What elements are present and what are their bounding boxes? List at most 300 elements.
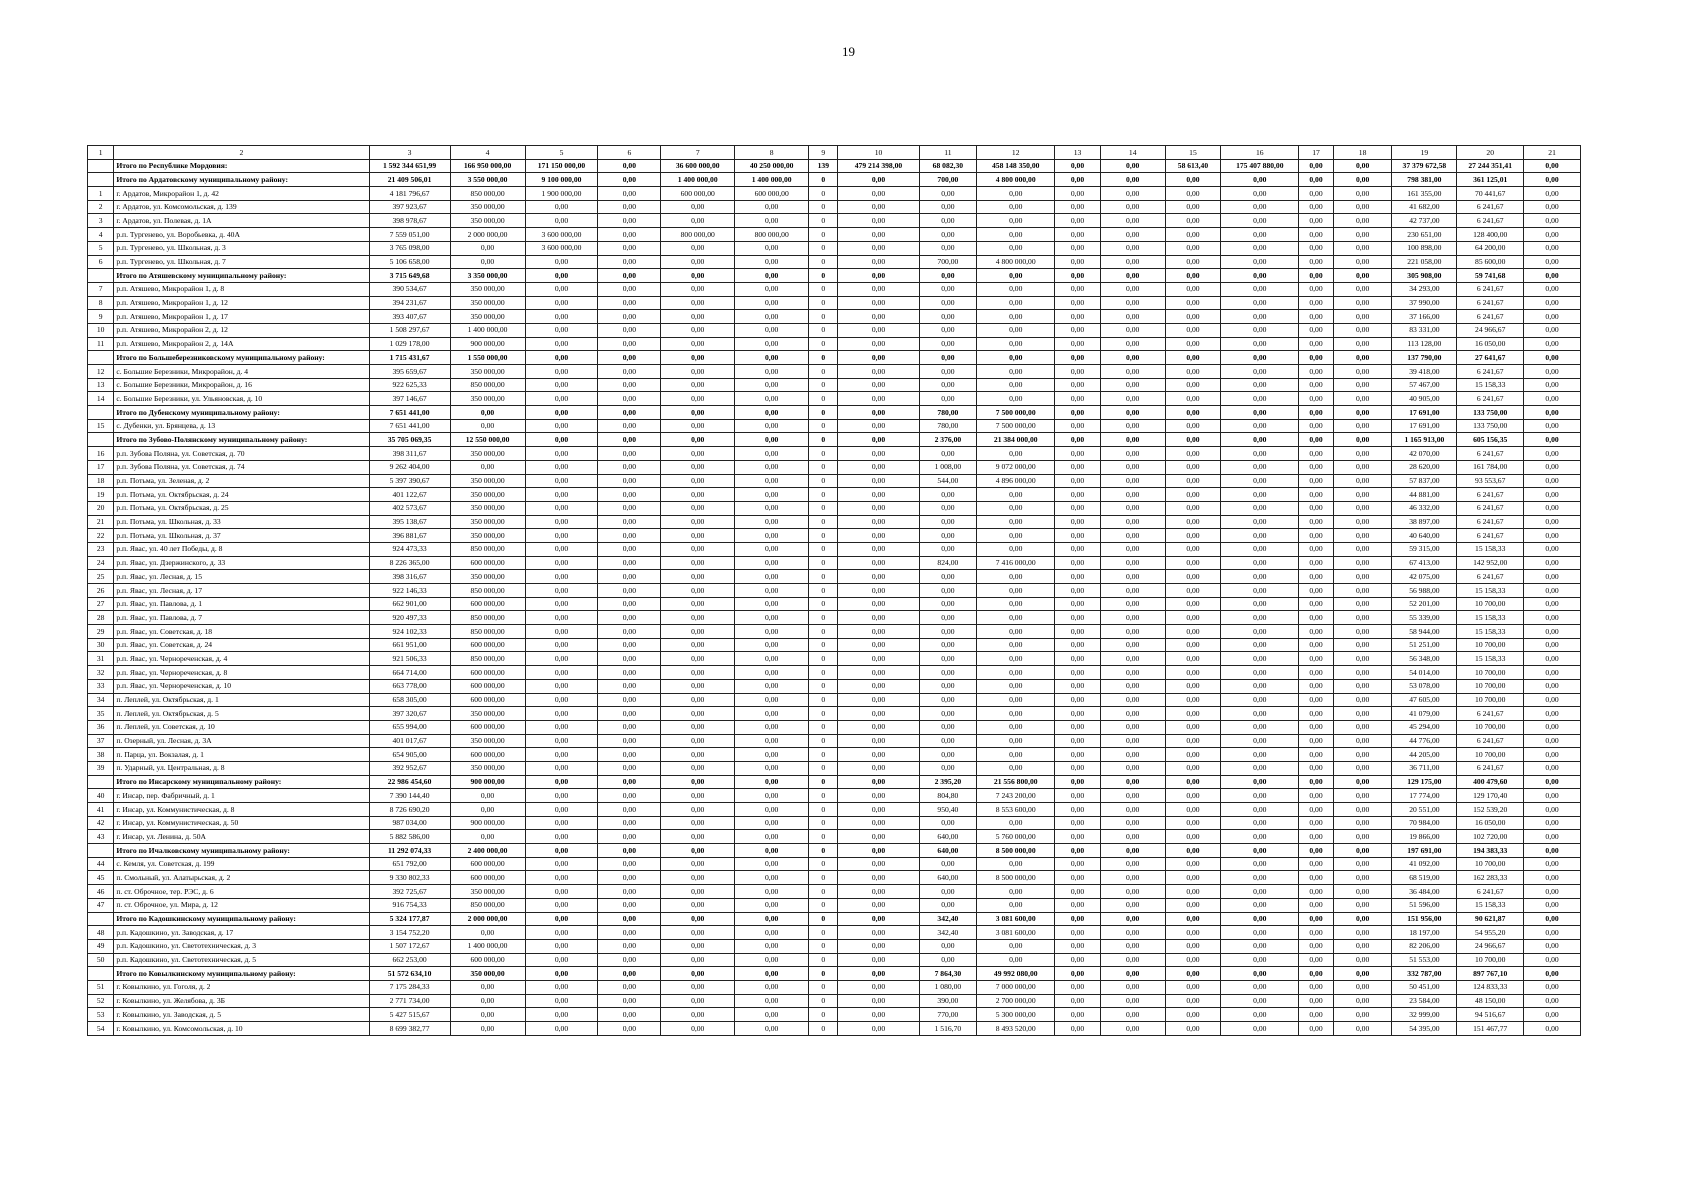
value-cell: 0,00: [1165, 625, 1221, 639]
value-cell: 0,00: [919, 885, 977, 899]
value-cell: 0,00: [661, 269, 735, 283]
value-cell: 0,00: [1524, 597, 1581, 611]
value-cell: 0,00: [735, 693, 809, 707]
value-cell: 0,00: [838, 912, 919, 926]
value-cell: 0,00: [838, 707, 919, 721]
value-cell: 361 125,01: [1457, 173, 1524, 187]
table-row: [88, 296, 1581, 310]
table-row: [88, 734, 1581, 748]
value-cell: 0: [809, 871, 838, 885]
value-cell: 0,00: [1221, 898, 1299, 912]
value-cell: 0,00: [1055, 392, 1101, 406]
value-cell: 0: [809, 460, 838, 474]
value-cell: 0,00: [1333, 734, 1392, 748]
value-cell: 0,00: [919, 228, 977, 242]
table-row: [88, 447, 1581, 461]
address-cell: с. Дубенки, ул. Брянцева, д. 13: [114, 419, 369, 433]
value-cell: 0,00: [838, 392, 919, 406]
value-cell: 0,00: [735, 241, 809, 255]
value-cell: 0,00: [1100, 803, 1165, 817]
value-cell: 0,00: [598, 734, 661, 748]
value-cell: 0: [809, 406, 838, 420]
value-cell: 55 339,00: [1392, 611, 1457, 625]
value-cell: 0,00: [1221, 939, 1299, 953]
value-cell: 0,00: [1100, 173, 1165, 187]
value-cell: 9 330 802,33: [369, 871, 450, 885]
value-cell: 0,00: [1100, 1022, 1165, 1036]
value-cell: 0,00: [1221, 980, 1299, 994]
value-cell: 6 241,67: [1457, 501, 1524, 515]
value-cell: 0,00: [1333, 1008, 1392, 1022]
value-cell: 0,00: [598, 323, 661, 337]
value-cell: 0,00: [1100, 323, 1165, 337]
value-cell: 0,00: [1333, 953, 1392, 967]
table-total-row: [88, 967, 1581, 981]
value-cell: 0,00: [735, 488, 809, 502]
value-cell: 0,00: [1055, 967, 1101, 981]
value-cell: 1 550 000,00: [450, 351, 525, 365]
value-cell: 0,00: [1524, 351, 1581, 365]
value-cell: 0,00: [1299, 584, 1333, 598]
value-cell: 0,00: [1333, 419, 1392, 433]
value-cell: 0,00: [525, 378, 598, 392]
address-cell: с. Большие Березники, ул. Ульяновская, д. 10: [114, 392, 369, 406]
table-row: [88, 323, 1581, 337]
value-cell: 0: [809, 337, 838, 351]
value-cell: 0,00: [977, 939, 1055, 953]
value-cell: 7 416 000,00: [977, 556, 1055, 570]
value-cell: 0,00: [1333, 460, 1392, 474]
table-row: [88, 365, 1581, 379]
table-row: [88, 994, 1581, 1008]
value-cell: 0,00: [919, 898, 977, 912]
value-cell: 0,00: [838, 1022, 919, 1036]
value-cell: 0,00: [1055, 378, 1101, 392]
row-number-cell: 9: [88, 310, 114, 324]
value-cell: 0,00: [1100, 748, 1165, 762]
value-cell: 0,00: [1524, 447, 1581, 461]
value-cell: 70 441,67: [1457, 187, 1524, 201]
table-row: [88, 885, 1581, 899]
address-cell: р.п. Тургенево, ул. Воробьевка, д. 40А: [114, 228, 369, 242]
value-cell: 0,00: [598, 967, 661, 981]
value-cell: 0,00: [919, 337, 977, 351]
value-cell: 0,00: [735, 323, 809, 337]
value-cell: 21 556 800,00: [977, 775, 1055, 789]
value-cell: 93 553,67: [1457, 474, 1524, 488]
value-cell: 0,00: [735, 734, 809, 748]
value-cell: 0,00: [1524, 720, 1581, 734]
value-cell: 58 944,00: [1392, 625, 1457, 639]
value-cell: 0,00: [1299, 570, 1333, 584]
value-cell: 0: [809, 200, 838, 214]
value-cell: 0,00: [735, 939, 809, 953]
value-cell: 0,00: [735, 501, 809, 515]
value-cell: 0,00: [1100, 926, 1165, 940]
value-cell: 0,00: [598, 556, 661, 570]
value-cell: 0,00: [1221, 447, 1299, 461]
table-row: [88, 282, 1581, 296]
value-cell: 0,00: [1055, 310, 1101, 324]
value-cell: 133 750,00: [1457, 419, 1524, 433]
value-cell: 0: [809, 994, 838, 1008]
value-cell: 0,00: [525, 871, 598, 885]
value-cell: 0,00: [1100, 652, 1165, 666]
value-cell: 0: [809, 187, 838, 201]
value-cell: 0,00: [661, 789, 735, 803]
value-cell: 2 700 000,00: [977, 994, 1055, 1008]
row-number-cell: [88, 844, 114, 858]
value-cell: 0,00: [919, 488, 977, 502]
value-cell: 0,00: [1100, 912, 1165, 926]
value-cell: 600 000,00: [450, 666, 525, 680]
value-cell: 6 241,67: [1457, 447, 1524, 461]
address-cell: р.п. Явас, ул. Лесная, д. 17: [114, 584, 369, 598]
value-cell: 0,00: [838, 926, 919, 940]
value-cell: 0,00: [735, 789, 809, 803]
value-cell: 0,00: [1165, 693, 1221, 707]
value-cell: 0,00: [525, 693, 598, 707]
value-cell: 58 613,40: [1165, 159, 1221, 173]
value-cell: 0: [809, 474, 838, 488]
value-cell: 0,00: [838, 296, 919, 310]
value-cell: 0,00: [1333, 994, 1392, 1008]
value-cell: 0,00: [525, 885, 598, 899]
value-cell: 0,00: [661, 775, 735, 789]
value-cell: 49 992 080,00: [977, 967, 1055, 981]
value-cell: 850 000,00: [450, 611, 525, 625]
value-cell: 0,00: [598, 378, 661, 392]
value-cell: 0,00: [525, 310, 598, 324]
value-cell: 0,00: [525, 652, 598, 666]
value-cell: 0,00: [919, 296, 977, 310]
value-cell: 0,00: [598, 351, 661, 365]
value-cell: 1 029 178,00: [369, 337, 450, 351]
value-cell: 0: [809, 310, 838, 324]
value-cell: 0: [809, 748, 838, 762]
value-cell: 0,00: [838, 584, 919, 598]
value-cell: 5 324 177,87: [369, 912, 450, 926]
value-cell: 350 000,00: [450, 967, 525, 981]
value-cell: 0,00: [838, 323, 919, 337]
row-number-cell: 40: [88, 789, 114, 803]
value-cell: 0,00: [1524, 310, 1581, 324]
value-cell: 0,00: [1333, 214, 1392, 228]
address-cell: Итого по Зубово-Полянскому муниципальному району:: [114, 433, 369, 447]
value-cell: 151 467,77: [1457, 1022, 1524, 1036]
value-cell: 0,00: [1333, 748, 1392, 762]
value-cell: 6 241,67: [1457, 365, 1524, 379]
value-cell: 0,00: [1221, 611, 1299, 625]
row-number-cell: 19: [88, 488, 114, 502]
value-cell: 0,00: [977, 816, 1055, 830]
value-cell: 0,00: [1221, 501, 1299, 515]
value-cell: 0,00: [1524, 419, 1581, 433]
value-cell: 0,00: [598, 871, 661, 885]
value-cell: 0: [809, 816, 838, 830]
value-cell: 0,00: [1100, 939, 1165, 953]
value-cell: 0,00: [1055, 789, 1101, 803]
address-cell: р.п. Явас, ул. Советская, д. 18: [114, 625, 369, 639]
value-cell: 0,00: [598, 282, 661, 296]
value-cell: 0: [809, 980, 838, 994]
value-cell: 0,00: [1524, 584, 1581, 598]
value-cell: 0,00: [525, 775, 598, 789]
value-cell: 0,00: [1221, 337, 1299, 351]
data-table: [87, 145, 1581, 1036]
value-cell: 0,00: [525, 556, 598, 570]
value-cell: 401 122,67: [369, 488, 450, 502]
value-cell: 0,00: [1524, 625, 1581, 639]
value-cell: 654 905,00: [369, 748, 450, 762]
value-cell: 0,00: [1100, 460, 1165, 474]
column-number-cell: 19: [1392, 146, 1457, 160]
table-row: [88, 570, 1581, 584]
value-cell: 0,00: [735, 638, 809, 652]
address-cell: р.п. Кадошкино, ул. Заводская, д. 17: [114, 926, 369, 940]
value-cell: 0,00: [1524, 406, 1581, 420]
value-cell: 0,00: [1165, 296, 1221, 310]
value-cell: 3 350 000,00: [450, 269, 525, 283]
value-cell: 0,00: [919, 269, 977, 283]
value-cell: 0,00: [598, 173, 661, 187]
value-cell: 0,00: [1299, 460, 1333, 474]
value-cell: 0,00: [735, 447, 809, 461]
value-cell: 129 175,00: [1392, 775, 1457, 789]
value-cell: 0,00: [1165, 337, 1221, 351]
value-cell: 0,00: [1524, 214, 1581, 228]
value-cell: 0,00: [1299, 789, 1333, 803]
value-cell: 0,00: [1165, 939, 1221, 953]
value-cell: 0,00: [1055, 351, 1101, 365]
value-cell: 0: [809, 939, 838, 953]
value-cell: 458 148 350,00: [977, 159, 1055, 173]
value-cell: 0,00: [598, 638, 661, 652]
value-cell: 600 000,00: [450, 556, 525, 570]
row-number-cell: 32: [88, 666, 114, 680]
value-cell: 0,00: [525, 939, 598, 953]
value-cell: 0: [809, 378, 838, 392]
value-cell: 0,00: [1055, 707, 1101, 721]
value-cell: 0,00: [1055, 323, 1101, 337]
address-cell: р.п. Явас, ул. Чернореченская, д. 8: [114, 666, 369, 680]
value-cell: 0,00: [598, 748, 661, 762]
value-cell: 1 715 431,67: [369, 351, 450, 365]
value-cell: 0,00: [1333, 584, 1392, 598]
value-cell: 0,00: [838, 857, 919, 871]
value-cell: 0,00: [977, 282, 1055, 296]
value-cell: 90 621,87: [1457, 912, 1524, 926]
value-cell: 0,00: [1221, 406, 1299, 420]
row-number-cell: 28: [88, 611, 114, 625]
value-cell: 0: [809, 789, 838, 803]
value-cell: 0,00: [1524, 871, 1581, 885]
value-cell: 36 484,00: [1392, 885, 1457, 899]
value-cell: 0,00: [977, 584, 1055, 598]
value-cell: 0,00: [525, 1008, 598, 1022]
value-cell: 0: [809, 282, 838, 296]
value-cell: 0,00: [1221, 433, 1299, 447]
value-cell: 0,00: [1524, 789, 1581, 803]
value-cell: 0,00: [525, 611, 598, 625]
value-cell: 0,00: [977, 337, 1055, 351]
value-cell: 0,00: [598, 200, 661, 214]
value-cell: 0,00: [1165, 529, 1221, 543]
value-cell: 0,00: [735, 556, 809, 570]
value-cell: 28 620,00: [1392, 460, 1457, 474]
value-cell: 0,00: [1165, 584, 1221, 598]
value-cell: 0,00: [735, 885, 809, 899]
value-cell: 100 898,00: [1392, 241, 1457, 255]
value-cell: 922 625,33: [369, 378, 450, 392]
value-cell: 350 000,00: [450, 515, 525, 529]
value-cell: 0,00: [1165, 200, 1221, 214]
value-cell: 600 000,00: [450, 953, 525, 967]
value-cell: 0,00: [1299, 556, 1333, 570]
value-cell: 0,00: [1100, 433, 1165, 447]
value-cell: 0,00: [1165, 570, 1221, 584]
value-cell: 780,00: [919, 419, 977, 433]
value-cell: 0,00: [1055, 159, 1101, 173]
value-cell: 0,00: [838, 597, 919, 611]
value-cell: 392 725,67: [369, 885, 450, 899]
value-cell: 0,00: [661, 365, 735, 379]
value-cell: 0,00: [661, 652, 735, 666]
value-cell: 0: [809, 761, 838, 775]
value-cell: 0,00: [735, 775, 809, 789]
value-cell: 0,00: [1100, 214, 1165, 228]
value-cell: 0,00: [1165, 857, 1221, 871]
value-cell: 0,00: [1299, 939, 1333, 953]
column-number-cell: 11: [919, 146, 977, 160]
value-cell: 7 500 000,00: [977, 406, 1055, 420]
row-number-cell: 37: [88, 734, 114, 748]
address-cell: п. ст. Оброчное, тер. РЭС, д. 6: [114, 885, 369, 899]
value-cell: 0,00: [598, 830, 661, 844]
value-cell: 0,00: [661, 994, 735, 1008]
table-row: [88, 529, 1581, 543]
table-total-row: [88, 351, 1581, 365]
address-cell: р.п. Потьма, ул. Октябрьская, д. 24: [114, 488, 369, 502]
value-cell: 9 072 000,00: [977, 460, 1055, 474]
value-cell: 0,00: [1299, 707, 1333, 721]
value-cell: 0,00: [661, 474, 735, 488]
value-cell: 0,00: [1221, 666, 1299, 680]
value-cell: 0,00: [735, 707, 809, 721]
value-cell: 1 516,70: [919, 1022, 977, 1036]
value-cell: 3 600 000,00: [525, 241, 598, 255]
value-cell: 0,00: [919, 693, 977, 707]
value-cell: 0,00: [1299, 830, 1333, 844]
value-cell: 0,00: [919, 351, 977, 365]
value-cell: 0,00: [661, 310, 735, 324]
table-row: [88, 474, 1581, 488]
row-number-cell: 44: [88, 857, 114, 871]
value-cell: 0,00: [1165, 447, 1221, 461]
value-cell: 0,00: [598, 611, 661, 625]
value-cell: 350 000,00: [450, 488, 525, 502]
value-cell: 0,00: [735, 857, 809, 871]
table-row: [88, 310, 1581, 324]
row-number-cell: 10: [88, 323, 114, 337]
table-row: [88, 707, 1581, 721]
value-cell: 6 241,67: [1457, 529, 1524, 543]
value-cell: 161 355,00: [1392, 187, 1457, 201]
value-cell: 0,00: [1100, 761, 1165, 775]
value-cell: 0,00: [1055, 953, 1101, 967]
value-cell: 0,00: [1333, 967, 1392, 981]
value-cell: 0,00: [1524, 967, 1581, 981]
value-cell: 0: [809, 857, 838, 871]
value-cell: 0,00: [1333, 447, 1392, 461]
value-cell: 850 000,00: [450, 378, 525, 392]
value-cell: 393 407,67: [369, 310, 450, 324]
value-cell: 0,00: [735, 310, 809, 324]
address-cell: р.п. Тургенево, ул. Школьная, д. 7: [114, 255, 369, 269]
value-cell: 0,00: [838, 187, 919, 201]
address-cell: р.п. Зубова Поляна, ул. Советская, д. 74: [114, 460, 369, 474]
value-cell: 24 966,67: [1457, 939, 1524, 953]
value-cell: 0,00: [661, 939, 735, 953]
value-cell: 0,00: [919, 638, 977, 652]
value-cell: 0,00: [661, 529, 735, 543]
value-cell: 0,00: [919, 816, 977, 830]
value-cell: 0,00: [1299, 611, 1333, 625]
value-cell: 6 241,67: [1457, 200, 1524, 214]
page-number: 19: [842, 44, 855, 59]
value-cell: 0: [809, 269, 838, 283]
value-cell: 0,00: [838, 625, 919, 639]
value-cell: 0,00: [1221, 392, 1299, 406]
value-cell: 0,00: [838, 282, 919, 296]
address-cell: Итого по Дубенскому муниципальному району:: [114, 406, 369, 420]
value-cell: 0,00: [838, 556, 919, 570]
value-cell: 0,00: [1299, 214, 1333, 228]
table-row: [88, 501, 1581, 515]
value-cell: 0,00: [838, 337, 919, 351]
value-cell: 0: [809, 912, 838, 926]
value-cell: 0,00: [1221, 775, 1299, 789]
value-cell: 0,00: [735, 994, 809, 1008]
value-cell: 7 500 000,00: [977, 419, 1055, 433]
value-cell: 17 691,00: [1392, 419, 1457, 433]
column-number-cell: 1: [88, 146, 114, 160]
value-cell: 0,00: [450, 926, 525, 940]
value-cell: 36 711,00: [1392, 761, 1457, 775]
value-cell: 0,00: [1221, 597, 1299, 611]
value-cell: 390,00: [919, 994, 977, 1008]
value-cell: 0,00: [735, 337, 809, 351]
row-number-cell: 36: [88, 720, 114, 734]
value-cell: 0,00: [598, 679, 661, 693]
column-number-cell: 7: [661, 146, 735, 160]
value-cell: 0,00: [838, 939, 919, 953]
value-cell: 0,00: [661, 638, 735, 652]
value-cell: 0,00: [661, 447, 735, 461]
value-cell: 0,00: [1299, 1022, 1333, 1036]
value-cell: 0,00: [598, 926, 661, 940]
value-cell: 0,00: [525, 816, 598, 830]
value-cell: 0,00: [1055, 406, 1101, 420]
value-cell: 6 241,67: [1457, 707, 1524, 721]
row-number-cell: [88, 406, 114, 420]
value-cell: 0,00: [919, 611, 977, 625]
value-cell: 0,00: [1524, 378, 1581, 392]
address-cell: Итого по Ичалковскому муниципальному району:: [114, 844, 369, 858]
address-cell: р.п. Атяшево, Микрорайон 1, д. 12: [114, 296, 369, 310]
value-cell: 7 559 051,00: [369, 228, 450, 242]
value-cell: 44 776,00: [1392, 734, 1457, 748]
